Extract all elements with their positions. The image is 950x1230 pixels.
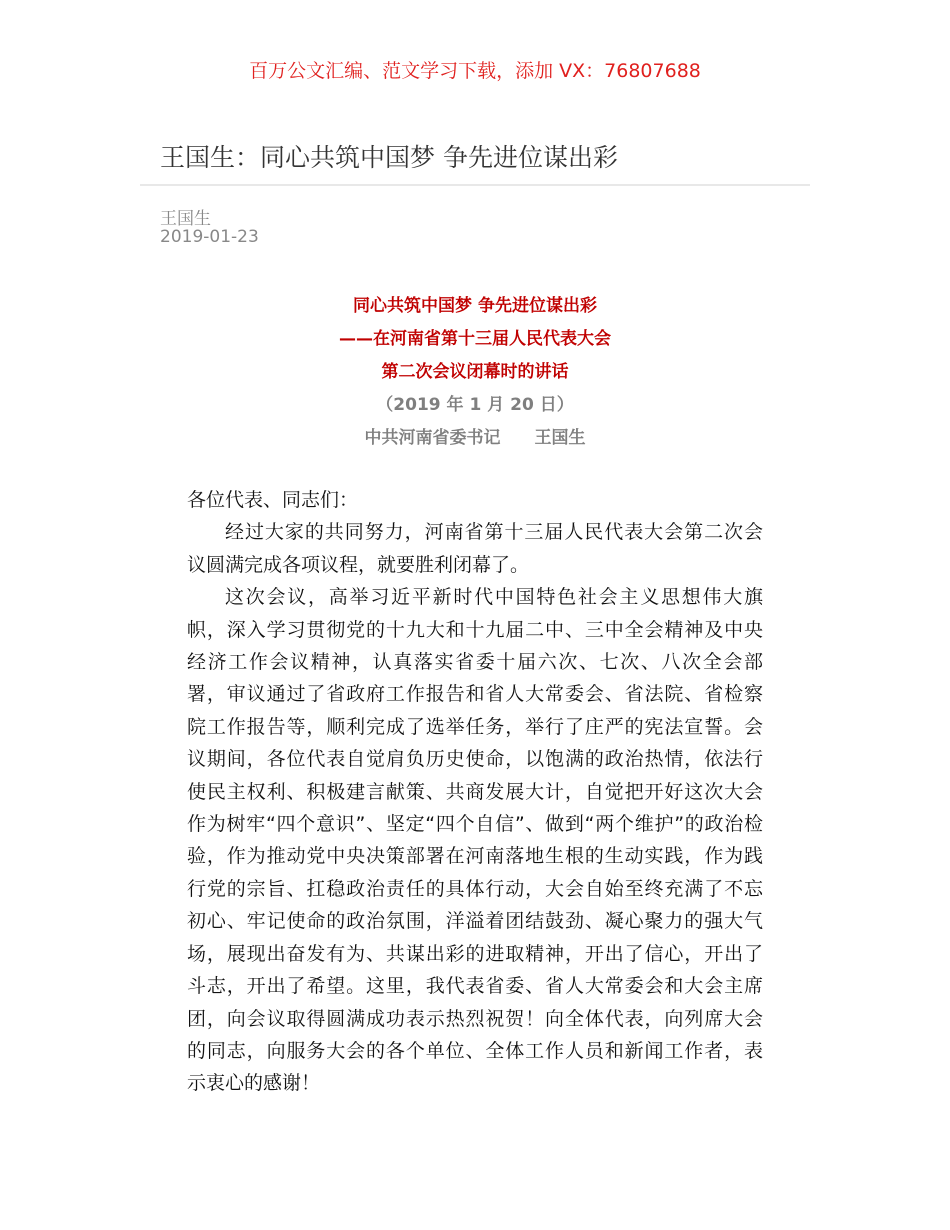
paragraph-line: 经济工作会议精神，认真落实省委十届六次、七次、八次全会部 — [187, 651, 763, 674]
paragraph-line: 议期间，各位代表自觉肩负历史使命，以饱满的政治热情，依法行 — [187, 748, 763, 771]
article-date: 2019-01-23 — [160, 227, 259, 247]
salutation: 各位代表、同志们： — [187, 489, 359, 511]
paragraph-line: 初心、牢记使命的政治氛围，洋溢着团结鼓劲、凝心聚力的强大气 — [187, 910, 763, 933]
paragraph-line: 经过大家的共同努力，河南省第十三届人民代表大会第二次会 — [225, 521, 763, 544]
paragraph-line: 使民主权利、积极建言献策、共商发展大计，自觉把开好这次大会 — [187, 780, 763, 803]
speech-date: （2019 年 1 月 20 日） — [376, 395, 574, 415]
paragraph-line: 示衷心的感谢！ — [187, 1072, 321, 1095]
paragraph-line: 团，向会议取得圆满成功表示热烈祝贺！向全体代表，向列席大会 — [187, 1007, 763, 1030]
paragraph-line: 这次会议，高举习近平新时代中国特色社会主义思想伟大旗 — [225, 586, 763, 609]
page-title: 王国生：同心共筑中国梦 争先进位谋出彩 — [160, 143, 618, 172]
speech-speaker: 中共河南省委书记 王国生 — [364, 428, 586, 448]
paragraph-line: 斗志，开出了希望。这里，我代表省委、省人大常委会和大会主席 — [187, 975, 763, 998]
paragraph-line: 行党的宗旨、扛稳政治责任的具体行动，大会自始至终充满了不忘 — [187, 877, 763, 900]
paragraph-line: 帜，深入学习贯彻党的十九大和十九届二中、三中全会精神及中央 — [187, 618, 763, 641]
divider — [140, 184, 810, 186]
speech-heading — [0, 290, 950, 455]
paragraph-line: 场，展现出奋发有为、共谋出彩的进取精神，开出了信心，开出了 — [187, 942, 763, 965]
paragraph-line: 署，审议通过了省政府工作报告和省人大常委会、省法院、省检察 — [187, 683, 763, 706]
speech-body — [187, 484, 763, 1100]
speech-subtitle: ——在河南省第十三届人民代表大会 — [339, 329, 611, 349]
paragraph-line: 验，作为推动党中央决策部署在河南落地生根的生动实践，作为践 — [187, 845, 763, 868]
paragraph-line: 作为树牢“四个意识”、坚定“四个自信”、做到“两个维护”的政治检 — [187, 813, 763, 836]
paragraph-line: 议圆满完成各项议程，就要胜利闭幕了。 — [187, 553, 530, 576]
article-author: 王国生 — [160, 209, 211, 229]
paragraph-line: 院工作报告等，顺利完成了选举任务，举行了庄严的宪法宣誓。会 — [187, 715, 763, 738]
watermark-banner: 百万公文汇编、范文学习下载，添加 VX：76807688 — [249, 60, 701, 82]
paragraph-line: 的同志，向服务大会的各个单位、全体工作人员和新闻工作者，表 — [187, 1039, 763, 1062]
speech-subtitle: 第二次会议闭幕时的讲话 — [381, 362, 569, 382]
speech-title: 同心共筑中国梦 争先进位谋出彩 — [353, 296, 597, 316]
